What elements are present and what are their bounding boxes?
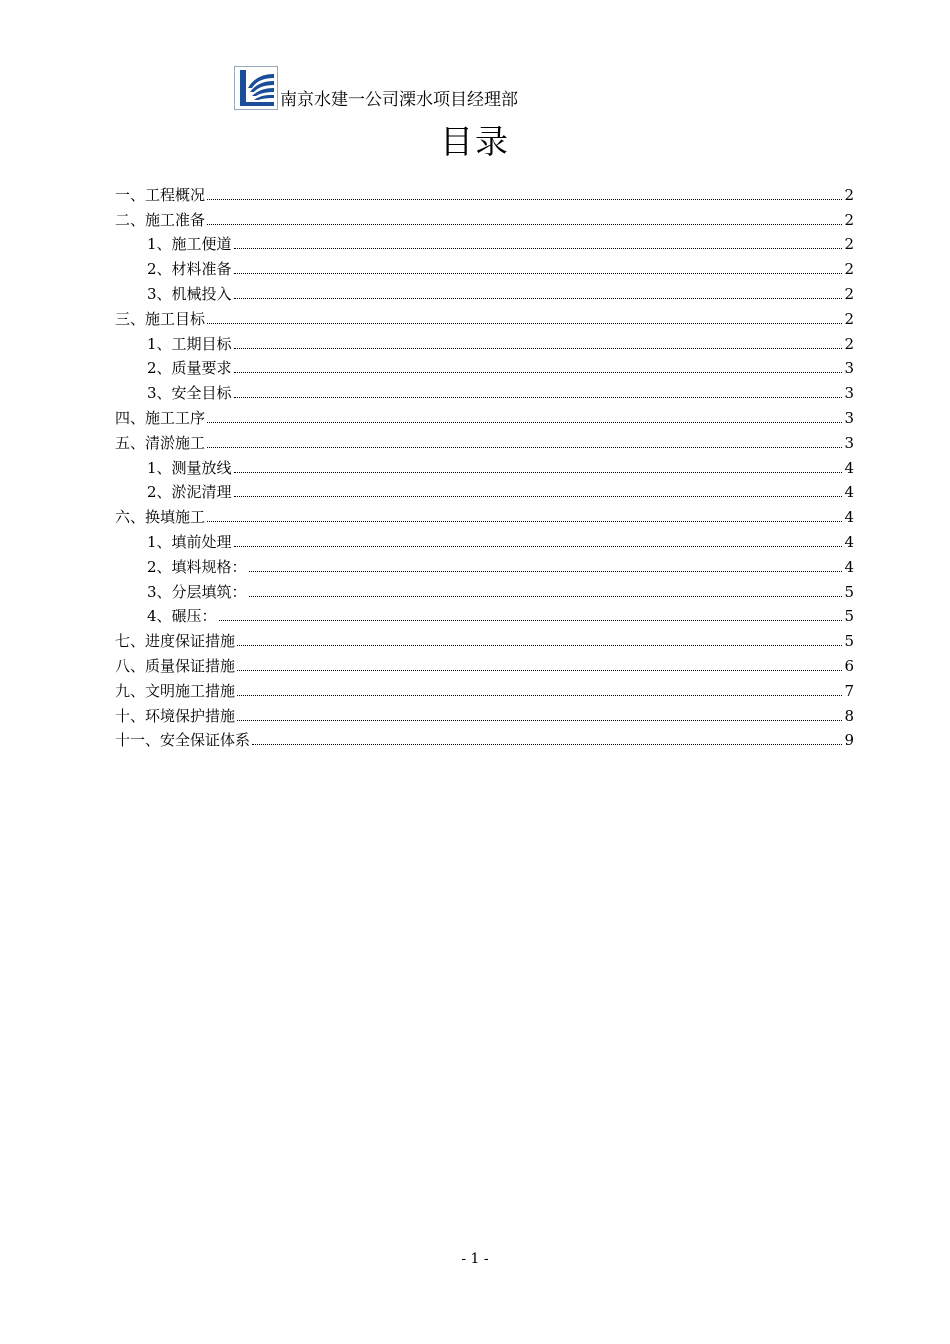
page-title: 目录 [440, 122, 510, 161]
toc-dot-leader [234, 348, 843, 349]
toc-entry[interactable] [115, 254, 854, 279]
toc-entry-label: 2、材料准备 [147, 260, 232, 279]
page-header [234, 66, 654, 110]
toc-entry[interactable] [115, 378, 854, 403]
toc-dot-leader [237, 670, 842, 671]
toc-entry[interactable] [115, 428, 854, 453]
toc-dot-leader [207, 224, 842, 225]
toc-entry-label: 六、换填施工 [115, 508, 206, 527]
toc-entry-page: 2 [844, 210, 854, 229]
toc-dot-leader [234, 546, 843, 547]
toc-entry[interactable] [115, 453, 854, 478]
toc-entry-page: 3 [844, 408, 854, 427]
toc-entry-label: 九、文明施工措施 [115, 681, 236, 700]
toc-dot-leader [207, 199, 842, 200]
toc-dot-leader [249, 571, 843, 572]
toc-dot-leader [237, 645, 842, 646]
toc-dot-leader [207, 521, 842, 522]
toc-dot-leader [237, 695, 842, 696]
toc-entry[interactable] [115, 478, 854, 503]
toc-entry-page: 2 [844, 284, 854, 303]
toc-entry-label: 七、进度保证措施 [115, 632, 236, 651]
toc-entry-label: 十一、安全保证体系 [115, 731, 251, 750]
toc-dot-leader [207, 323, 842, 324]
toc-dot-leader [234, 248, 843, 249]
toc-entry-page: 8 [844, 706, 854, 725]
toc-dot-leader [234, 273, 843, 274]
toc-entry-label: 1、填前处理 [147, 532, 232, 551]
toc-entry-label: 二、施工准备 [115, 210, 206, 229]
toc-dot-leader [234, 496, 843, 497]
toc-entry-page: 2 [844, 185, 854, 204]
toc-entry-page: 9 [844, 731, 854, 750]
toc-dot-leader [252, 744, 842, 745]
toc-entry[interactable] [115, 180, 854, 205]
toc-entry-page: 5 [844, 582, 854, 601]
company-logo-icon [234, 66, 278, 110]
toc-entry-label: 2、淤泥清理 [147, 483, 232, 502]
toc-entry-label: 十、环境保护措施 [115, 706, 236, 725]
toc-entry-label: 1、施工便道 [147, 235, 232, 254]
toc-entry-page: 2 [844, 334, 854, 353]
toc-dot-leader [207, 422, 842, 423]
toc-entry[interactable] [115, 651, 854, 676]
toc-entry[interactable] [115, 676, 854, 701]
toc-entry-page: 3 [844, 359, 854, 378]
page-number: - 1 - [461, 1251, 489, 1267]
toc-dot-leader [234, 472, 843, 473]
toc-entry-page: 6 [844, 656, 854, 675]
toc-dot-leader [207, 447, 842, 448]
toc-entry[interactable] [115, 279, 854, 304]
toc-entry-page: 4 [844, 532, 854, 551]
toc-entry-label: 3、安全目标 [147, 384, 232, 403]
toc-entry-label: 2、质量要求 [147, 359, 232, 378]
toc-entry-label: 八、质量保证措施 [115, 656, 236, 675]
toc-entry-page: 4 [844, 557, 854, 576]
toc-entry-page: 2 [844, 235, 854, 254]
toc-entry-page: 5 [844, 607, 854, 626]
toc-dot-leader [234, 397, 843, 398]
toc-dot-leader [234, 298, 843, 299]
toc-entry[interactable] [115, 602, 854, 627]
toc-dot-leader [237, 720, 842, 721]
toc-entry[interactable] [115, 626, 854, 651]
toc-entry-label: 四、施工工序 [115, 408, 206, 427]
toc-entry-page: 7 [844, 681, 854, 700]
toc-entry-label: 三、施工目标 [115, 309, 206, 328]
toc-entry-page: 5 [844, 632, 854, 651]
toc-entry-label: 2、填料规格： [147, 557, 247, 576]
toc-entry-page: 3 [844, 384, 854, 403]
org-name: 南京水建一公司溧水项目经理部 [280, 90, 518, 110]
toc-entry-page: 4 [844, 483, 854, 502]
toc-entry-label: 3、机械投入 [147, 284, 232, 303]
toc-entry[interactable] [115, 527, 854, 552]
toc-dot-leader [234, 372, 843, 373]
toc-entry-label: 一、工程概况 [115, 185, 206, 204]
toc-entry-page: 2 [844, 260, 854, 279]
toc-entry-page: 4 [844, 508, 854, 527]
toc-dot-leader [249, 596, 843, 597]
toc-entry-page: 4 [844, 458, 854, 477]
toc-entry[interactable] [115, 329, 854, 354]
toc-entry[interactable] [115, 552, 854, 577]
toc-entry-label: 3、分层填筑： [147, 582, 247, 601]
table-of-contents [115, 180, 854, 750]
toc-entry-label: 1、工期目标 [147, 334, 232, 353]
toc-entry[interactable] [115, 701, 854, 726]
toc-entry[interactable] [115, 403, 854, 428]
toc-entry-label: 1、测量放线 [147, 458, 232, 477]
toc-entry[interactable] [115, 577, 854, 602]
toc-entry-label: 4、碾压： [147, 607, 217, 626]
toc-entry[interactable] [115, 354, 854, 379]
toc-entry[interactable] [115, 304, 854, 329]
toc-dot-leader [219, 620, 843, 621]
toc-entry[interactable] [115, 502, 854, 527]
toc-entry-page: 2 [844, 309, 854, 328]
toc-entry[interactable] [115, 205, 854, 230]
toc-entry-label: 五、清淤施工 [115, 433, 206, 452]
toc-entry[interactable] [115, 726, 854, 751]
toc-entry-page: 3 [844, 433, 854, 452]
toc-entry[interactable] [115, 230, 854, 255]
